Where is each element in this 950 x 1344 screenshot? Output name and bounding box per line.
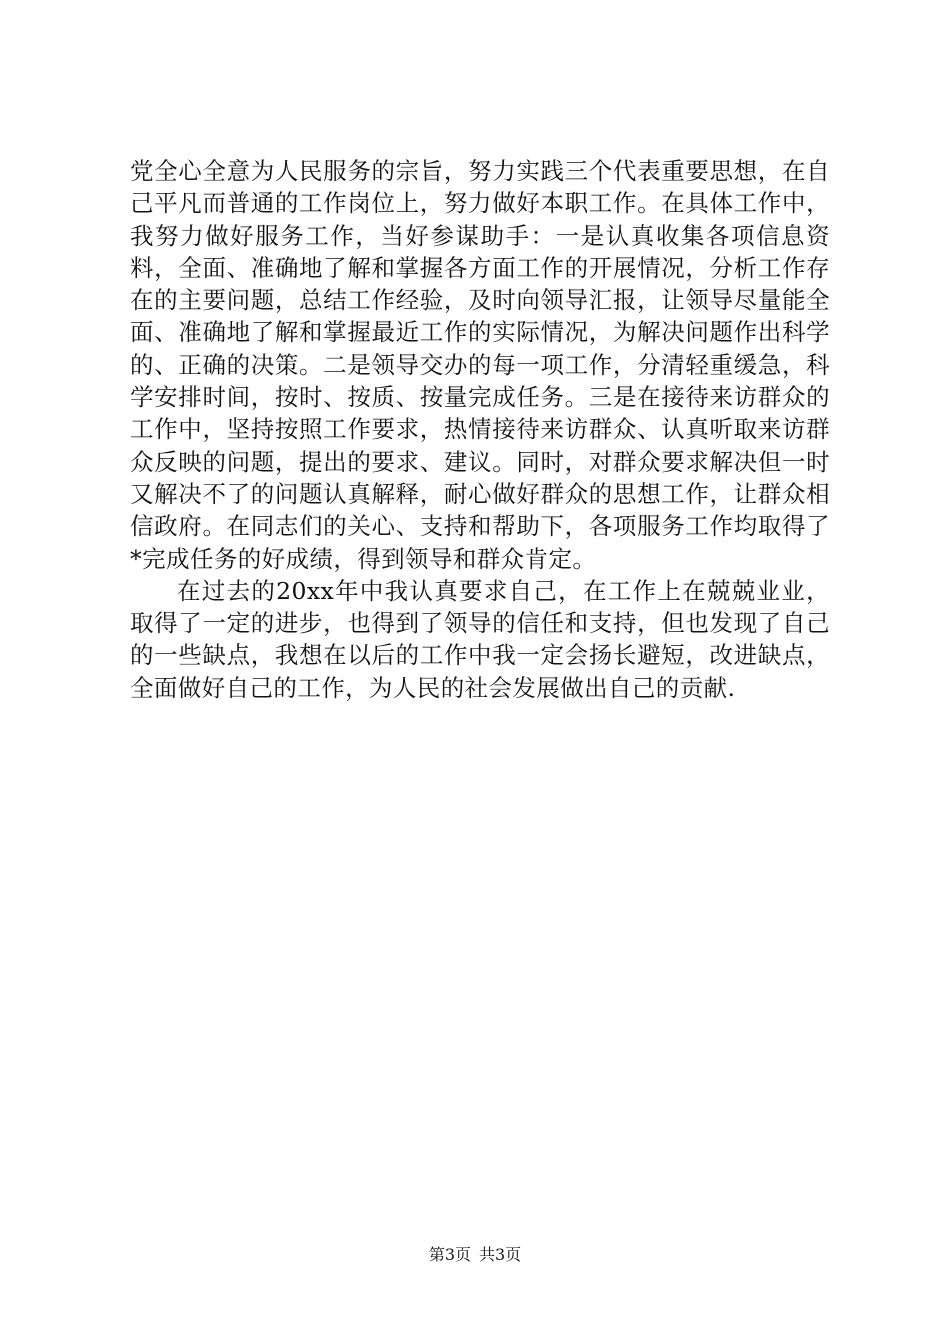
page-footer bbox=[0, 1242, 950, 1265]
page-total: 共3页 bbox=[479, 1245, 522, 1264]
paragraph-summary: 在过去的20xx年中我认真要求自己，在工作上在兢兢业业，取得了一定的进步，也得到了领导的信任和支持，但也发现了自己的一些缺点，我想在以后的工作中我一定会扬长避短，改进缺点，全面做好自己的工作，为人民的社会发展做出自己的贡献. bbox=[130, 576, 830, 702]
document-body bbox=[130, 155, 830, 704]
paragraph-continuation: 党全心全意为人民服务的宗旨，努力实践三个代表重要思想，在自己平凡而普通的工作岗位上，努力做好本职工作。在具体工作中，我努力做好服务工作，当好参谋助手：一是认真收集各项信息资料，全面、准确地了解和掌握各方面工作的开展情况，分析工作存在的主要问题，总结工作经验，及时向领导汇报，让领导尽量能全面、准确地了解和掌握最近工作的实际情况，为解决问题作出科学的、正确的决策。二是领导交办的每一项工作，分清轻重缓急，科学安排时间，按时、按质、按量完成任务。三是在接待来访群众的工作中，坚持按照工作要求，热情接待来访群众、认真听取来访群众反映的问题，提出的要求、建议。同时，对群众要求解决但一时又解决不了的问题认真解释，耐心做好群众的思想工作，让群众相信政府。在同志们的关心、支持和帮助下，各项服务工作均取得了*完成任务的好成绩，得到领导和群众肯定。 bbox=[130, 157, 830, 573]
page-number: 第3页 bbox=[428, 1245, 471, 1264]
